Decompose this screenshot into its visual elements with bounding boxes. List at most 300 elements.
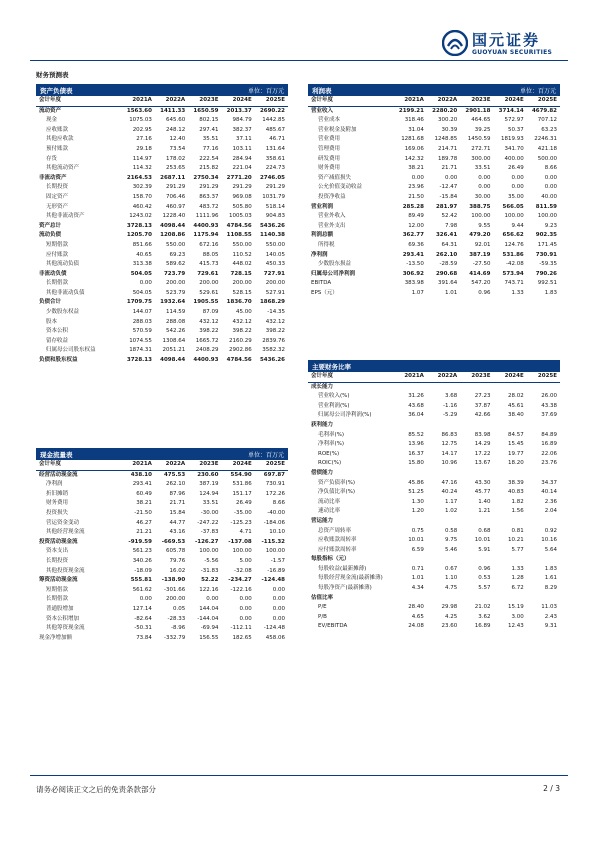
row-value: 92.01 — [474, 241, 491, 248]
table-row — [308, 479, 560, 489]
row-value: 485.67 — [265, 126, 285, 133]
row-value: 3728.13 — [126, 357, 152, 364]
row-value: 37.69 — [541, 412, 557, 419]
row-label: 现金净增加额 — [39, 634, 73, 641]
row-value — [427, 517, 460, 527]
table-row — [308, 431, 560, 441]
row-value: 28.02 — [507, 393, 524, 400]
row-value: 69.36 — [408, 241, 424, 248]
balance-sheet-section — [36, 84, 288, 366]
row-value: 3728.13 — [126, 222, 152, 229]
row-value: 2839.76 — [262, 337, 285, 344]
row-label: 非流动负债 — [39, 270, 67, 277]
row-value: -247.22 — [197, 519, 219, 526]
row-value: 12.75 — [441, 441, 458, 448]
row-value: 573.94 — [502, 270, 524, 277]
row-label: EBITDA — [311, 280, 332, 287]
row-value: 2.04 — [544, 508, 557, 515]
page-number: 2 / 3 — [543, 784, 560, 793]
row-value — [460, 517, 493, 527]
row-value: 1650.59 — [193, 107, 219, 114]
row-value: 2771.20 — [226, 174, 252, 181]
row-value: 554.90 — [230, 471, 252, 478]
row-value: 5.46 — [444, 546, 458, 553]
cash-flow-section — [36, 448, 288, 643]
row-value: 114.59 — [165, 309, 186, 316]
row-value: 969.08 — [232, 193, 252, 200]
column-header-year: 2023E — [460, 372, 493, 382]
row-value: 43.68 — [408, 402, 424, 409]
column-header-year: 2023E — [188, 96, 221, 106]
table-row — [36, 174, 288, 184]
row-value: 127.14 — [132, 605, 152, 612]
row-value: -42.08 — [506, 261, 524, 268]
row-value: 9.55 — [478, 222, 491, 229]
row-value: 2902.86 — [228, 347, 252, 354]
income-statement-section — [308, 84, 560, 298]
column-header-year: 2025E — [255, 460, 288, 470]
row-value: 4.65 — [411, 613, 424, 620]
row-value: -8.96 — [170, 625, 186, 632]
row-value: -184.06 — [263, 519, 285, 526]
table-row — [308, 135, 560, 145]
row-label: 流动资产 — [39, 107, 62, 114]
row-value: 156.55 — [199, 634, 219, 641]
row-value: 293.41 — [402, 251, 424, 258]
row-value: 432.12 — [232, 318, 252, 325]
row-value: 40.83 — [507, 489, 524, 496]
row-label: 流动负债 — [39, 232, 62, 239]
row-value: 3582.32 — [262, 347, 285, 354]
row-value: 414.69 — [469, 270, 491, 277]
row-value: 1.01 — [411, 575, 424, 582]
row-value: 500.00 — [537, 155, 557, 162]
table-row — [36, 279, 288, 289]
row-label: 其他应收款 — [46, 136, 74, 143]
row-value — [493, 382, 526, 392]
row-label: 长期借款 — [46, 596, 69, 603]
row-value: 171.45 — [537, 241, 557, 248]
row-label: 固定资产 — [46, 193, 69, 200]
row-value: 706.46 — [165, 193, 186, 200]
row-value: 358.61 — [265, 155, 285, 162]
row-value: -124.48 — [263, 625, 285, 632]
table-row — [308, 270, 560, 280]
row-label: 营业利润 — [311, 203, 334, 210]
row-value: 1248.85 — [434, 136, 458, 143]
row-value: 114.32 — [132, 165, 152, 172]
row-value: -28.59 — [439, 261, 458, 268]
row-value: -30.00 — [200, 509, 219, 516]
table-row — [308, 421, 560, 431]
row-label: P/B — [318, 613, 327, 620]
row-value: 200.00 — [199, 280, 219, 287]
row-value: 23.76 — [541, 460, 557, 467]
row-value: 566.05 — [502, 203, 524, 210]
row-label: 净负债比率(%) — [318, 489, 356, 496]
row-value: 38.21 — [408, 165, 424, 172]
row-value: 158.70 — [132, 193, 152, 200]
row-value: 23.60 — [441, 623, 458, 630]
balance-sheet-unit: 单位：百万元 — [247, 87, 284, 95]
table-row — [36, 222, 288, 232]
column-header-label: 会计年度 — [308, 372, 394, 382]
row-value: 555.81 — [130, 577, 152, 584]
row-value: 460.42 — [132, 203, 152, 210]
row-value: 21.50 — [408, 193, 424, 200]
row-label: 折旧摊销 — [46, 490, 69, 497]
row-value: 10.16 — [541, 537, 557, 544]
table-row — [36, 203, 288, 213]
row-value: 728.15 — [230, 270, 252, 277]
disclaimer-text: 请务必阅读正文之后的免责条款部分 — [36, 785, 156, 794]
row-value: 723.79 — [163, 270, 186, 277]
row-value: 224.73 — [265, 165, 285, 172]
cash-flow-title: 现金流量表 — [40, 450, 73, 459]
ratios-section — [308, 360, 560, 632]
row-value: 0.75 — [411, 527, 424, 534]
table-row — [308, 289, 560, 299]
row-value: -138.90 — [161, 577, 186, 584]
row-value: 2746.05 — [259, 174, 285, 181]
row-value: 253.65 — [165, 165, 186, 172]
row-value: -126.27 — [194, 538, 219, 545]
row-value: 10.10 — [269, 529, 285, 536]
row-label: 投资活动现金流 — [39, 538, 78, 545]
table-row — [308, 488, 560, 498]
row-label: 应收账款 — [46, 126, 69, 133]
row-value: 291.29 — [199, 184, 219, 191]
row-value: 248.12 — [165, 126, 186, 133]
row-label: 股本 — [46, 318, 58, 325]
row-value: 60.49 — [136, 490, 152, 497]
row-label: ROIC(%) — [318, 460, 342, 467]
header-divider — [30, 60, 568, 61]
row-value: 12.40 — [169, 136, 186, 143]
row-value: 124.94 — [199, 490, 219, 497]
row-label: 获利能力 — [311, 421, 334, 428]
row-value: -21.50 — [134, 509, 152, 516]
row-value: 656.62 — [502, 232, 524, 239]
row-label: 筹资活动现金流 — [39, 577, 78, 584]
row-label: 其他流动负债 — [46, 261, 80, 268]
row-value: 33.51 — [474, 165, 491, 172]
row-value: 100.00 — [265, 548, 285, 555]
table-row — [308, 584, 560, 594]
table-row — [36, 260, 288, 270]
row-value: 40.00 — [541, 193, 557, 200]
row-value: 2164.53 — [126, 174, 152, 181]
table-row — [36, 270, 288, 280]
row-value: 1031.79 — [262, 193, 285, 200]
row-value: 40.14 — [541, 489, 557, 496]
row-value: 383.98 — [404, 280, 424, 287]
row-label: 所得税 — [318, 241, 335, 248]
table-row — [308, 212, 560, 222]
table-row — [308, 251, 560, 261]
row-value: 9.44 — [511, 222, 524, 229]
row-value: 45.00 — [235, 309, 252, 316]
row-value: 37.87 — [474, 402, 491, 409]
row-value: 438.10 — [130, 471, 152, 478]
ratios-title: 主要财务比率 — [312, 362, 351, 371]
row-value: 341.70 — [504, 145, 524, 152]
row-value: 432.12 — [265, 318, 285, 325]
row-value: 1.07 — [411, 289, 424, 296]
table-header-row — [36, 96, 288, 106]
row-value: 362.77 — [402, 232, 424, 239]
row-value: 398.22 — [265, 328, 285, 335]
row-value: 8.29 — [544, 585, 557, 592]
row-value: 30.00 — [474, 193, 491, 200]
row-value: 15.45 — [507, 441, 524, 448]
row-value: 483.72 — [199, 203, 219, 210]
row-label: 其他筹资现金流 — [46, 625, 85, 632]
table-row — [36, 538, 288, 548]
row-value: 2.43 — [544, 613, 557, 620]
row-label: 速动比率 — [318, 508, 341, 515]
row-value: 984.79 — [232, 117, 252, 124]
row-value: 169.06 — [404, 145, 424, 152]
cash-flow-header — [36, 448, 288, 460]
row-value: 863.37 — [199, 193, 219, 200]
row-value: 4400.93 — [193, 357, 219, 364]
row-value — [460, 421, 493, 431]
row-value: 222.54 — [199, 155, 219, 162]
page-label: 财务预测表 — [36, 71, 69, 79]
table-row — [308, 164, 560, 174]
row-value: -50.31 — [134, 625, 152, 632]
row-value: 387.19 — [199, 481, 219, 488]
row-value: 16.89 — [474, 623, 491, 630]
row-value: 16.37 — [408, 450, 424, 457]
row-value: 0.58 — [444, 527, 458, 534]
row-value: 17.22 — [474, 450, 491, 457]
row-value: 1874.31 — [129, 347, 152, 354]
row-value: 14.29 — [474, 441, 491, 448]
row-value: 34.37 — [541, 479, 557, 486]
row-value: 1868.29 — [259, 299, 285, 306]
row-value: 523.79 — [165, 289, 186, 296]
row-value: -5.56 — [204, 557, 219, 564]
row-value: 0.00 — [239, 615, 252, 622]
row-value: 415.73 — [199, 261, 219, 268]
row-label: 利润总额 — [311, 232, 334, 239]
row-value: 37.11 — [235, 136, 252, 143]
row-label: 每股经营现金流(最新摊薄) — [318, 575, 383, 582]
row-label: 长期投资 — [46, 184, 69, 191]
table-row — [36, 595, 288, 605]
table-header-row — [36, 460, 288, 470]
table-row — [36, 490, 288, 500]
table-row — [308, 392, 560, 402]
cash-flow-table — [36, 460, 288, 643]
row-value: 39.25 — [474, 126, 491, 133]
row-value: 561.62 — [132, 586, 152, 593]
row-label: 资本支出 — [46, 548, 69, 555]
row-value: 13.67 — [474, 460, 491, 467]
ratios-header — [308, 360, 560, 372]
row-value: 0.81 — [511, 527, 524, 534]
table-row — [308, 507, 560, 517]
row-label: EV/EBITDA — [318, 623, 348, 630]
table-row — [36, 231, 288, 241]
row-label: 少数股东损益 — [318, 261, 352, 268]
table-row — [308, 203, 560, 213]
column-header-year: 2023E — [460, 96, 493, 106]
row-value: 0.00 — [544, 174, 557, 181]
row-value: 1.10 — [444, 575, 458, 582]
row-value: 10.01 — [474, 537, 491, 544]
row-value — [427, 594, 460, 604]
row-value: 142.32 — [404, 155, 424, 162]
table-row — [308, 155, 560, 165]
row-value: -919.59 — [128, 538, 152, 545]
row-value: 9.31 — [544, 623, 557, 630]
row-label: 经营活动现金流 — [39, 471, 78, 478]
row-label: 应收账款周转率 — [318, 537, 357, 544]
row-value: 851.66 — [132, 241, 152, 248]
row-value: 1709.75 — [126, 299, 152, 306]
row-value: -16.89 — [267, 567, 285, 574]
table-header-row — [308, 96, 560, 106]
row-value: 0.00 — [511, 174, 524, 181]
table-row — [36, 586, 288, 596]
row-value: 1.28 — [511, 575, 524, 582]
row-value: 40.65 — [136, 251, 152, 258]
row-value: 464.65 — [471, 117, 491, 124]
row-value: 50.37 — [507, 126, 524, 133]
row-value: 1.02 — [444, 508, 458, 515]
row-label: 营业利润(%) — [318, 402, 350, 409]
row-value: 4.25 — [444, 613, 458, 620]
column-header-label: 会计年度 — [36, 96, 122, 106]
table-row — [308, 565, 560, 575]
row-value: 0.00 — [544, 184, 557, 191]
row-value: 400.00 — [504, 155, 524, 162]
row-value: 5.77 — [511, 546, 524, 553]
row-value: 1665.72 — [195, 337, 219, 344]
row-value — [460, 382, 493, 392]
row-value: 86.83 — [441, 431, 458, 438]
row-value: 151.17 — [232, 490, 252, 497]
row-value: 5436.26 — [259, 222, 285, 229]
row-value: 645.60 — [165, 117, 186, 124]
row-value: 1.20 — [411, 508, 424, 515]
table-row — [308, 241, 560, 251]
row-value: 432.12 — [199, 318, 219, 325]
row-value: 1.30 — [411, 498, 424, 505]
row-value: 87.09 — [202, 309, 219, 316]
footer-divider — [30, 775, 568, 776]
row-value: 33.51 — [202, 500, 219, 507]
row-value: 6.72 — [511, 585, 524, 592]
row-value: 22.06 — [541, 450, 557, 457]
row-value: 4098.44 — [160, 222, 186, 229]
column-header-year: 2021A — [394, 96, 427, 106]
row-value: -1.57 — [270, 557, 285, 564]
column-header-year: 2025E — [527, 372, 560, 382]
row-value: 200.00 — [165, 596, 186, 603]
row-value: 1.33 — [511, 565, 524, 572]
row-value: 1111.96 — [195, 213, 219, 220]
row-value: 44.77 — [169, 519, 186, 526]
row-value: 0.00 — [206, 596, 219, 603]
ratios-table — [308, 372, 560, 632]
row-value: 504.05 — [130, 270, 152, 277]
row-value: 398.22 — [232, 328, 252, 335]
row-label: ROE(%) — [318, 450, 340, 457]
row-value: 1.61 — [544, 575, 557, 582]
table-row — [308, 382, 560, 392]
row-value: 730.91 — [535, 251, 557, 258]
row-value: 15.80 — [408, 460, 424, 467]
row-value — [427, 555, 460, 565]
row-label: 财务费用 — [318, 165, 341, 172]
row-value: 5.64 — [544, 546, 557, 553]
row-value: 110.52 — [232, 251, 252, 258]
row-value: 36.04 — [408, 412, 424, 419]
column-header-year: 2021A — [122, 96, 155, 106]
row-value: 1005.03 — [228, 213, 252, 220]
row-value: 2.36 — [544, 498, 557, 505]
row-label: 营业外支出 — [318, 222, 346, 229]
row-label: 公允价值变动收益 — [318, 184, 363, 191]
row-value: 6.59 — [411, 546, 424, 553]
row-value: -14.35 — [267, 309, 285, 316]
table-row — [308, 193, 560, 203]
table-row — [36, 289, 288, 299]
column-header-label: 会计年度 — [308, 96, 394, 106]
table-row — [36, 155, 288, 165]
row-value: 561.23 — [132, 548, 152, 555]
row-label: 营业收入 — [311, 107, 334, 114]
row-label: 负债和股东权益 — [39, 357, 78, 364]
row-value: -18.09 — [134, 567, 152, 574]
table-row — [36, 470, 288, 480]
row-value — [527, 594, 560, 604]
row-value: 89.49 — [408, 213, 424, 220]
row-value: 550.00 — [232, 241, 252, 248]
row-value: 293.41 — [132, 481, 152, 488]
row-value: 15.19 — [507, 604, 524, 611]
table-row — [36, 480, 288, 490]
row-value: 131.64 — [265, 145, 285, 152]
brand-name-en: GUOYUAN SECURITIES — [472, 49, 553, 56]
row-value: 100.00 — [232, 548, 252, 555]
row-value: 300.00 — [471, 155, 491, 162]
table-row — [36, 116, 288, 126]
row-value: 200.00 — [165, 280, 186, 287]
balance-sheet-header — [36, 84, 288, 96]
row-value: 284.94 — [232, 155, 252, 162]
row-value: 31.26 — [408, 393, 424, 400]
row-value: 35.51 — [202, 136, 219, 143]
row-value: 202.95 — [132, 126, 152, 133]
column-header-year: 2023E — [188, 460, 221, 470]
row-value: -332.79 — [163, 634, 186, 641]
row-label: 负债合计 — [39, 299, 62, 306]
row-value: 291.29 — [232, 184, 252, 191]
row-value: 19.77 — [507, 450, 524, 457]
row-label: 净利润 — [46, 481, 63, 488]
table-row — [308, 536, 560, 546]
row-value: 200.00 — [265, 280, 285, 287]
row-value: 1.56 — [511, 508, 524, 515]
table-row — [308, 574, 560, 584]
table-row — [36, 528, 288, 538]
row-value: 30.39 — [441, 126, 458, 133]
